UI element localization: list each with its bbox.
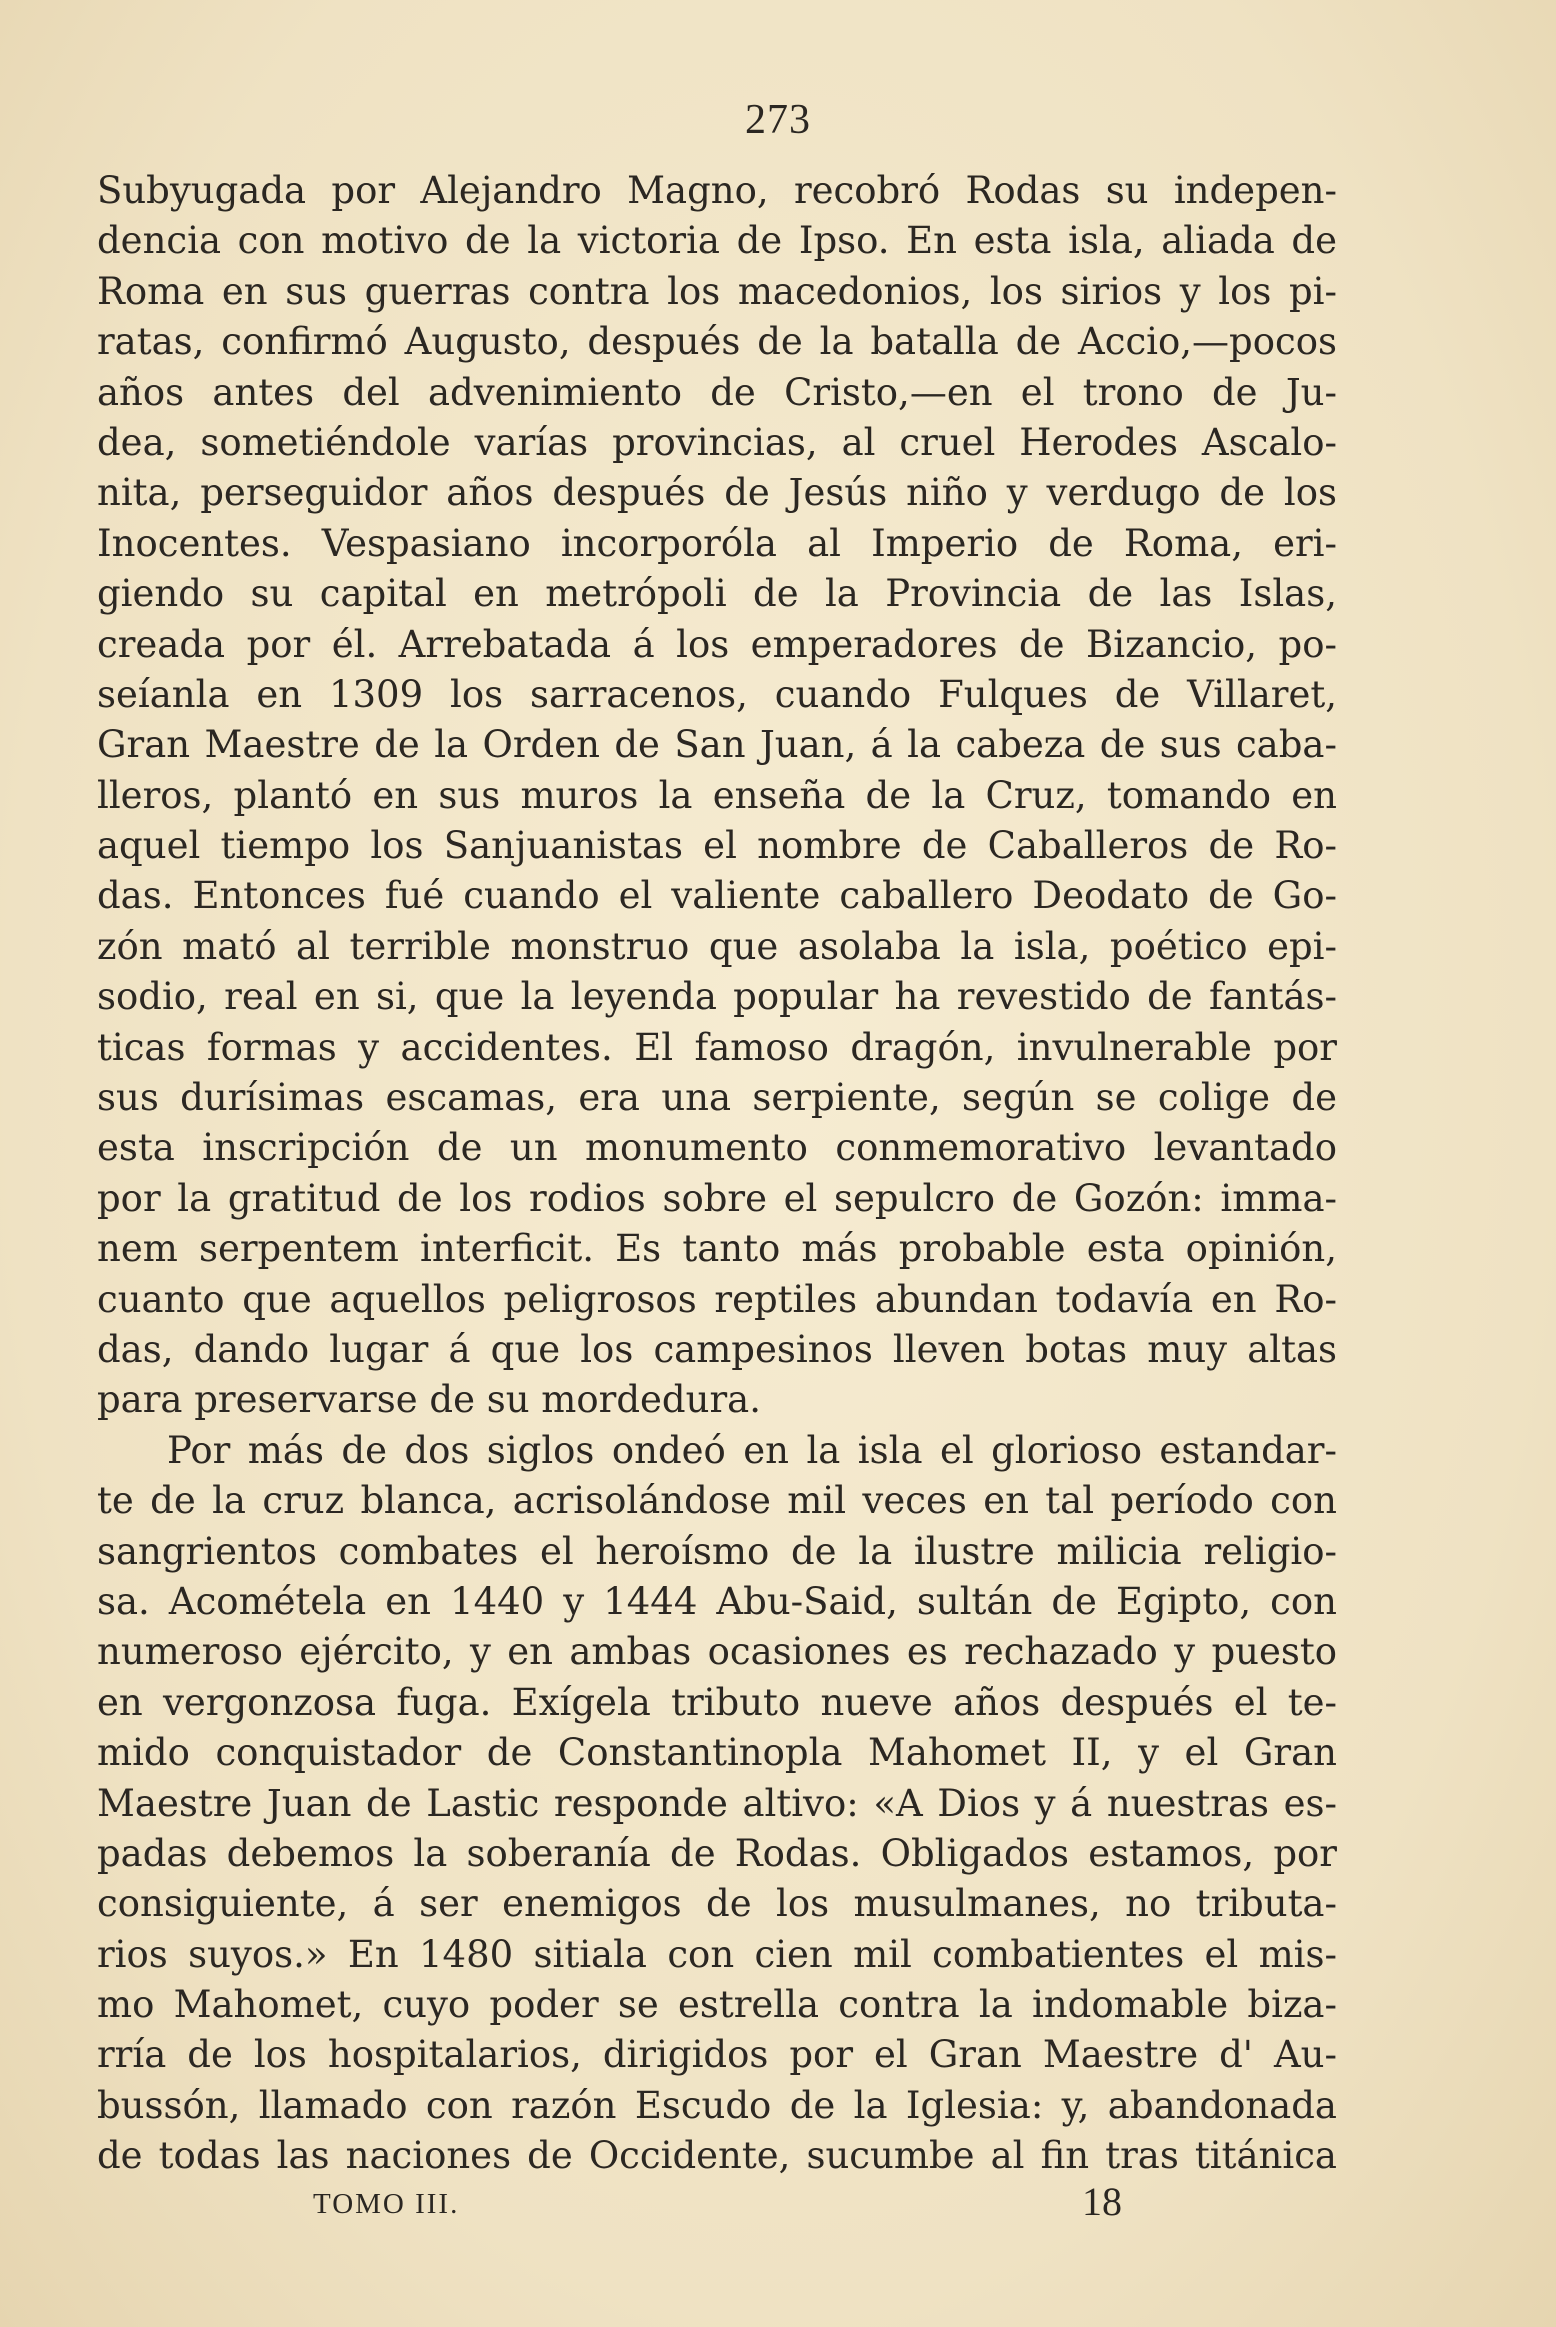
text-line: Roma en sus guerras contra los macedonios, los sirios y los pi-	[97, 269, 1337, 313]
text-line: dencia con motivo de la victoria de Ipso. En esta isla, aliada de	[97, 219, 1337, 263]
text-line: te de la cruz blanca, acrisolándose mil veces en tal período con	[97, 1479, 1337, 1523]
text-line: Subyugada por Alejandro Magno, recobró Rodas su indepen-	[97, 169, 1337, 212]
volume-label: TOMO III.	[313, 2188, 460, 2220]
text-line: das. Entonces fué cuando el valiente caballero Deodato de Go-	[97, 874, 1337, 918]
text-line: numeroso ejército, y en ambas ocasiones es rechazado y puesto	[97, 1630, 1337, 1674]
text-line: rría de los hospitalarios, dirigidos por el Gran Maestre d' Au-	[97, 2033, 1337, 2077]
text-line: sodio, real en si, que la leyenda popular ha revestido de fantás-	[97, 975, 1337, 1019]
page-number: 273	[745, 97, 811, 143]
text-line: sa. Acométela en 1440 y 1444 Abu-Said, sultán de Egipto, con	[97, 1579, 1337, 1623]
text-line: Gran Maestre de la Orden de San Juan, á la cabeza de sus caba-	[97, 723, 1337, 767]
text-line: sangrientos combates el heroísmo de la ilustre milicia religio-	[97, 1529, 1337, 1573]
text-line: bussón, llamado con razón Escudo de la Iglesia: y, abandonada	[97, 2083, 1337, 2127]
text-line: Maestre Juan de Lastic responde altivo: «A Dios y á nuestras es-	[97, 1781, 1337, 1825]
text-line: das, dando lugar á que los campesinos lleven botas muy altas	[97, 1327, 1337, 1371]
text-line: cuanto que aquellos peligrosos reptiles abundan todavía en Ro-	[97, 1277, 1337, 1321]
text-line: ticas formas y accidentes. El famoso dragón, invulnerable por	[97, 1025, 1337, 1069]
text-line: zón mató al terrible monstruo que asolaba la isla, poético epi-	[97, 924, 1337, 968]
text-line: aquel tiempo los Sanjuanistas el nombre de Caballeros de Ro-	[97, 824, 1337, 868]
text-line: ratas, confirmó Augusto, después de la batalla de Accio,—pocos	[97, 320, 1337, 364]
text-line: seíanla en 1309 los sarracenos, cuando Fulques de Villaret,	[97, 672, 1337, 716]
text-line: Inocentes. Vespasiano incorporóla al Imperio de Roma, eri-	[97, 521, 1337, 565]
signature-mark: 18	[1082, 2179, 1122, 2224]
text-line: rios suyos.» En 1480 sitiala con cien mil combatientes el mis-	[97, 1932, 1337, 1976]
text-line: nem serpentem interficit. Es tanto más probable esta opinión,	[97, 1227, 1337, 1271]
text-line: en vergonzosa fuga. Exígela tributo nueve años después el te-	[97, 1680, 1337, 1724]
text-line: por la gratitud de los rodios sobre el sepulcro de Gozón: imma-	[97, 1176, 1337, 1220]
text-line: años antes del advenimiento de Cristo,—en el trono de Ju-	[97, 370, 1337, 414]
text-line: lleros, plantó en sus muros la enseña de la Cruz, tomando en	[97, 773, 1337, 817]
text-line: nita, perseguidor años después de Jesús niño y verdugo de los	[97, 471, 1337, 515]
text-line: consiguiente, á ser enemigos de los musulmanes, no tributa-	[97, 1882, 1337, 1926]
text-line: dea, sometiéndole varías provincias, al cruel Herodes Ascalo-	[97, 420, 1337, 464]
text-line: de todas las naciones de Occidente, sucumbe al fin tras titánica	[97, 2134, 1337, 2178]
text-line: padas debemos la soberanía de Rodas. Obligados estamos, por	[97, 1831, 1337, 1875]
text-line: mo Mahomet, cuyo poder se estrella contra la indomable biza-	[97, 1983, 1337, 2027]
text-line: giendo su capital en metrópoli de la Provincia de las Islas,	[97, 572, 1337, 616]
text-line: para preservarse de su mordedura.	[97, 1378, 761, 1422]
text-line: Por más de dos siglos ondeó en la isla el glorioso estandar-	[167, 1428, 1337, 1472]
text-line: sus durísimas escamas, era una serpiente, según se colige de	[97, 1076, 1337, 1120]
text-line: mido conquistador de Constantinopla Mahomet II, y el Gran	[97, 1731, 1337, 1775]
text-line: esta inscripción de un monumento conmemorativo levantado	[97, 1126, 1337, 1170]
text-line: creada por él. Arrebatada á los emperadores de Bizancio, po-	[97, 622, 1337, 666]
page-footer	[0, 2179, 1556, 2238]
body-text	[97, 166, 1337, 2182]
